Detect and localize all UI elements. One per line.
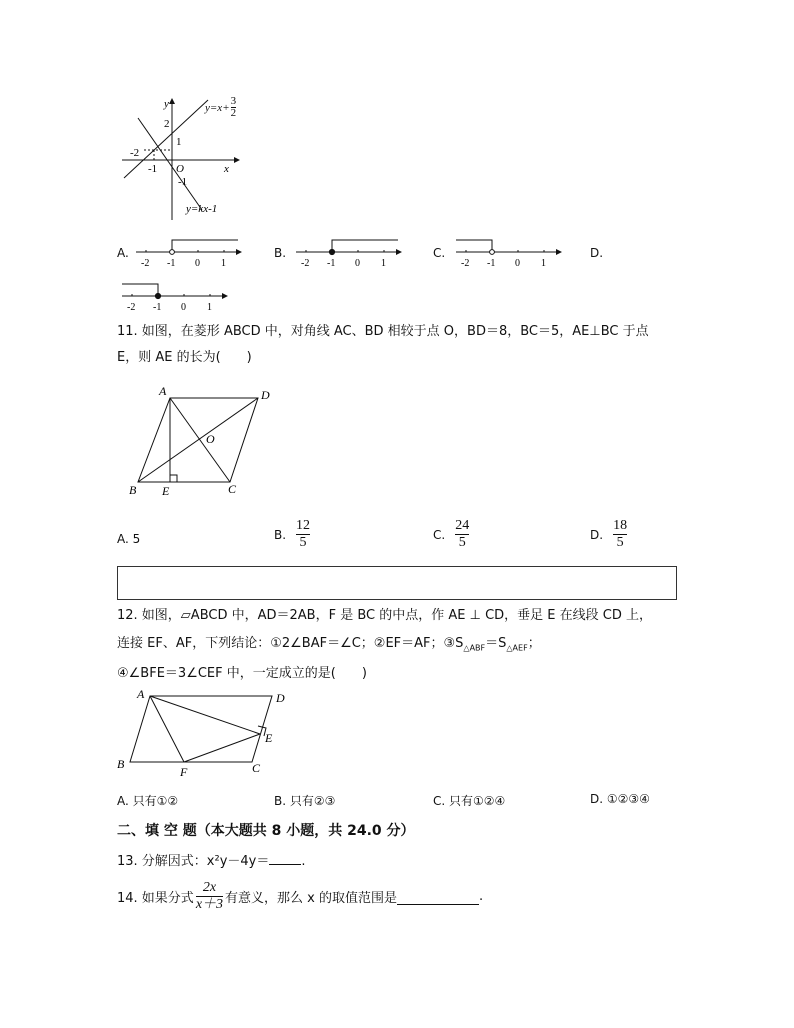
answer-box[interactable]	[117, 566, 677, 600]
line1-label-prefix: y=x+	[205, 101, 230, 114]
q12-option-c-text: 只有①②④	[449, 794, 506, 808]
q12-option-c-letter: C.	[433, 794, 446, 808]
q11-option-a-value: 5	[132, 532, 141, 546]
q10-option-b-numberline[interactable]	[292, 234, 404, 270]
q10-option-c-letter[interactable]: C.	[433, 246, 446, 260]
q11-stem-line1: 11. 如图，在菱形 ABCD 中，对角线 AC、BD 相较于点 O，BD＝8，BC＝5，AE⊥BC 于点	[117, 324, 649, 339]
label-e: E	[162, 484, 170, 498]
q12-parallelogram-figure	[112, 686, 296, 782]
q10-option-a-numberline[interactable]	[132, 234, 244, 270]
q14-stem	[117, 880, 483, 913]
q12-option-a-letter: A.	[117, 794, 129, 808]
label-b: B	[129, 483, 137, 497]
subscript-abf: △ABF	[463, 643, 486, 653]
tick-label: 1	[207, 302, 212, 313]
q11-stem-line2: E，则 AE 的长为( )	[117, 350, 252, 365]
tick-label: 0	[195, 258, 200, 269]
label-e: E	[265, 731, 273, 745]
graph-origin: O	[176, 163, 184, 175]
q12-option-d-text: ①②③④	[606, 792, 650, 806]
q10-option-c-numberline[interactable]	[452, 234, 564, 270]
q14-answer-blank[interactable]	[397, 892, 479, 905]
tick-label: 1	[381, 258, 386, 269]
subscript-aef: △AEF	[506, 643, 528, 653]
tick-label: -1	[153, 302, 162, 313]
frac-den: 5	[458, 535, 466, 550]
q12-option-a-text: 只有①②	[132, 794, 179, 808]
q13-suffix: .	[301, 854, 306, 869]
q12-option-d-letter: D.	[590, 792, 604, 806]
graph-tick: 2	[164, 118, 170, 130]
tick-label: -2	[141, 258, 150, 269]
q13-answer-blank[interactable]	[269, 852, 301, 865]
label-b: B	[117, 757, 125, 771]
q12-line2-end: ；	[527, 636, 541, 651]
frac-den: 5	[299, 535, 307, 550]
q14-frac-den: x＋3	[195, 897, 224, 912]
frac-num: 24	[455, 518, 470, 533]
tick-label: -1	[327, 258, 336, 269]
tick-label: 1	[221, 258, 226, 269]
tick-label: 1	[541, 258, 546, 269]
q12-option-a[interactable]	[117, 792, 178, 809]
q13-stem	[117, 850, 306, 869]
q12-line2-text: 连接 EF、AF，下列结论：①2∠BAF＝∠C；②EF＝AF；③S	[117, 636, 464, 651]
q12-option-b-letter: B.	[274, 794, 287, 808]
q12-stem-line3: ④∠BFE＝3∠CEF 中，一定成立的是( )	[117, 666, 367, 681]
label-a: A	[159, 384, 167, 398]
frac-num: 18	[613, 518, 628, 533]
tick-label: -2	[461, 258, 470, 269]
line2-label: y=kx-1	[186, 203, 218, 215]
frac-num: 12	[296, 518, 311, 533]
tick-label: -2	[127, 302, 136, 313]
q10-option-b-letter[interactable]: B.	[274, 246, 287, 260]
q14-suffix: .	[479, 889, 484, 904]
q10-option-d-letter[interactable]: D.	[590, 246, 604, 260]
q12-eq: ＝S	[485, 636, 507, 651]
q14-middle: 有意义，那么 x 的取值范围是	[225, 891, 397, 906]
q12-option-b[interactable]	[274, 792, 335, 809]
tick-label: -2	[301, 258, 310, 269]
tick-label: 0	[181, 302, 186, 313]
graph-axis-y: y	[164, 98, 169, 110]
line1-label	[205, 96, 236, 119]
q12-stem-line2	[117, 632, 541, 653]
q11-option-d-letter: D.	[590, 527, 604, 542]
graph-axis-x: x	[224, 163, 229, 175]
q11-option-b-letter: B.	[274, 527, 287, 542]
q12-stem-line1: 12. 如图，▱ABCD 中，AD＝2AB，F 是 BC 的中点，作 AE ⊥ CD，垂足 E 在线段 CD 上，	[117, 608, 652, 623]
frac-den: 5	[616, 535, 624, 550]
line1-frac-num: 3	[230, 95, 237, 107]
q11-option-d[interactable]	[590, 518, 627, 551]
q12-option-c[interactable]	[433, 792, 505, 809]
q14-prefix: 14. 如果分式	[117, 891, 194, 906]
line1-frac-den: 2	[230, 107, 237, 119]
graph-tick: -2	[130, 147, 140, 159]
q11-option-b[interactable]	[274, 518, 310, 551]
q11-option-a-letter: A.	[117, 532, 129, 546]
q12-option-d[interactable]	[590, 792, 650, 806]
label-d: D	[261, 388, 270, 402]
section-title-fill-in: 二、填 空 题（本大题共 8 小题，共 24.0 分）	[117, 823, 415, 839]
graph-tick: 1	[176, 136, 182, 148]
q12-option-b-text: 只有②③	[289, 794, 336, 808]
tick-label: 0	[355, 258, 360, 269]
tick-label: -1	[167, 258, 176, 269]
tick-label: -1	[487, 258, 496, 269]
q13-prefix: 13. 分解因式：x²y－4y＝	[117, 854, 270, 869]
q10-coordinate-graph	[118, 92, 258, 224]
q11-option-c[interactable]	[433, 518, 469, 551]
label-c: C	[228, 482, 237, 496]
label-c: C	[252, 761, 261, 775]
tick-label: 0	[515, 258, 520, 269]
q11-rhombus-figure	[124, 382, 284, 500]
q10-option-d-numberline[interactable]	[118, 278, 230, 314]
q11-option-a[interactable]	[117, 532, 140, 546]
q10-option-a-letter[interactable]: A.	[117, 246, 129, 260]
label-a: A	[137, 687, 145, 701]
label-o: O	[206, 432, 215, 446]
q14-frac-num: 2x	[202, 880, 217, 895]
label-d: D	[276, 691, 285, 705]
graph-tick: -1	[148, 163, 158, 175]
label-f: F	[180, 765, 188, 779]
graph-tick: -1	[178, 176, 188, 188]
q11-option-c-letter: C.	[433, 527, 446, 542]
